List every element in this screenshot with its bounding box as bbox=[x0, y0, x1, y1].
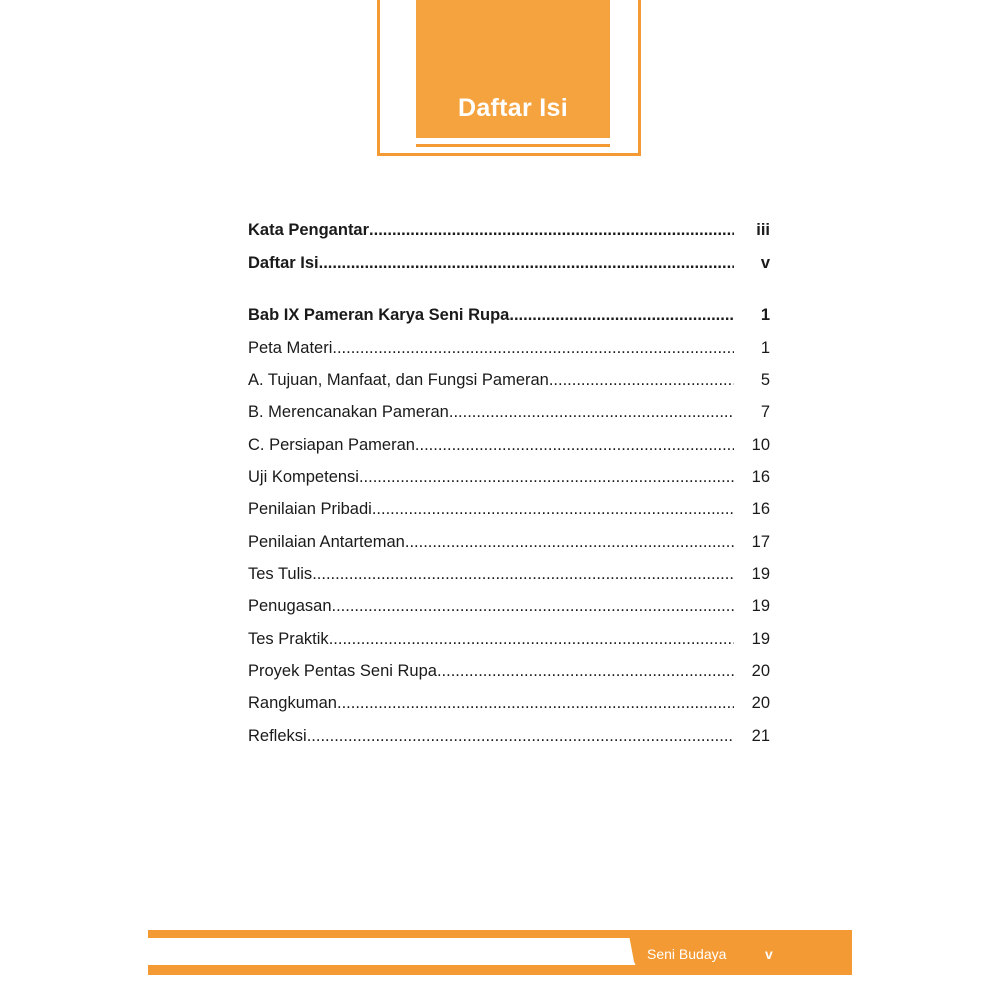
toc-leader-dots bbox=[307, 724, 734, 748]
toc-entry-peta-materi[interactable] bbox=[248, 336, 770, 360]
toc-leader-dots bbox=[372, 497, 734, 521]
toc-leader-dots bbox=[329, 627, 734, 651]
toc-leader-dots bbox=[332, 336, 734, 360]
toc-entry-merencanakan[interactable] bbox=[248, 400, 770, 424]
toc-entry-tes-tulis[interactable] bbox=[248, 562, 770, 586]
toc-entry-page: 19 bbox=[751, 597, 770, 615]
toc-entry-page: iii bbox=[756, 221, 770, 239]
toc-entry-persiapan[interactable] bbox=[248, 433, 770, 457]
toc-leader-dots bbox=[369, 218, 734, 242]
toc-entry-penugasan[interactable] bbox=[248, 594, 770, 618]
toc-entry-page: 20 bbox=[751, 694, 770, 712]
toc-entry-refleksi[interactable] bbox=[248, 724, 770, 748]
toc-entry-label: Penilaian Pribadi bbox=[248, 500, 372, 518]
page-title: Daftar Isi bbox=[458, 94, 568, 122]
footer-subject: Seni Budaya bbox=[647, 946, 727, 962]
toc-entry-page: 21 bbox=[751, 727, 770, 745]
toc-leader-dots bbox=[359, 465, 734, 489]
toc-entry-proyek-pentas[interactable] bbox=[248, 659, 770, 683]
toc-leader-dots bbox=[405, 530, 734, 554]
toc-entry-page: 17 bbox=[751, 533, 770, 551]
toc-entry-page: 16 bbox=[751, 500, 770, 518]
toc-leader-dots bbox=[332, 594, 735, 618]
toc-entry-label: Proyek Pentas Seni Rupa bbox=[248, 662, 437, 680]
toc-entry-label: C. Persiapan Pameran bbox=[248, 436, 415, 454]
toc-entry-rangkuman[interactable] bbox=[248, 691, 770, 715]
toc-entry-daftar-isi[interactable] bbox=[248, 251, 770, 275]
toc-entry-label: Uji Kompetensi bbox=[248, 468, 359, 486]
toc-entry-kata-pengantar[interactable] bbox=[248, 218, 770, 242]
toc-entry-penilaian-antarteman[interactable] bbox=[248, 530, 770, 554]
toc-leader-dots bbox=[415, 433, 734, 457]
toc-entry-label: Bab IX Pameran Karya Seni Rupa bbox=[248, 306, 510, 324]
toc-entry-label: Tes Praktik bbox=[248, 630, 329, 648]
toc-entry-penilaian-pribadi[interactable] bbox=[248, 497, 770, 521]
toc-entry-tes-praktik[interactable] bbox=[248, 627, 770, 651]
toc-entry-page: v bbox=[760, 254, 770, 272]
title-underline bbox=[416, 144, 610, 147]
toc-entry-page: 1 bbox=[760, 339, 770, 357]
toc-entry-label: B. Merencanakan Pameran bbox=[248, 403, 449, 421]
toc-entry-page: 19 bbox=[751, 565, 770, 583]
toc-leader-dots bbox=[549, 368, 734, 392]
toc-leader-dots bbox=[509, 303, 734, 327]
toc-entry-label: Tes Tulis bbox=[248, 565, 313, 583]
toc-entry-label: Penugasan bbox=[248, 597, 332, 615]
toc-entry-page: 19 bbox=[751, 630, 770, 648]
toc-entry-uji-kompetensi[interactable] bbox=[248, 465, 770, 489]
toc-entry-label: Kata Pengantar bbox=[248, 221, 370, 239]
toc-entry-label: Peta Materi bbox=[248, 339, 333, 357]
toc-entry-label: Rangkuman bbox=[248, 694, 337, 712]
toc-leader-dots bbox=[449, 400, 734, 424]
toc-entry-page: 20 bbox=[751, 662, 770, 680]
toc-entry-page: 5 bbox=[760, 371, 770, 389]
toc-entry-tujuan[interactable] bbox=[248, 368, 770, 392]
toc-entry-label: Daftar Isi bbox=[248, 254, 319, 272]
toc-entry-label: Penilaian Antarteman bbox=[248, 533, 405, 551]
toc-entry-page: 16 bbox=[751, 468, 770, 486]
toc-entry-page: 7 bbox=[760, 403, 770, 421]
toc-entry-page: 1 bbox=[760, 306, 770, 324]
toc-leader-dots bbox=[312, 562, 734, 586]
toc-leader-dots bbox=[437, 659, 734, 683]
toc-entry-label: Refleksi bbox=[248, 727, 307, 745]
toc-entry-label: A. Tujuan, Manfaat, dan Fungsi Pameran bbox=[248, 371, 549, 389]
toc-leader-dots bbox=[319, 251, 734, 275]
toc-entry-page: 10 bbox=[751, 436, 770, 454]
toc-leader-dots bbox=[337, 691, 734, 715]
toc-entry-bab-ix[interactable] bbox=[248, 303, 770, 327]
footer-page-number: v bbox=[765, 946, 773, 962]
